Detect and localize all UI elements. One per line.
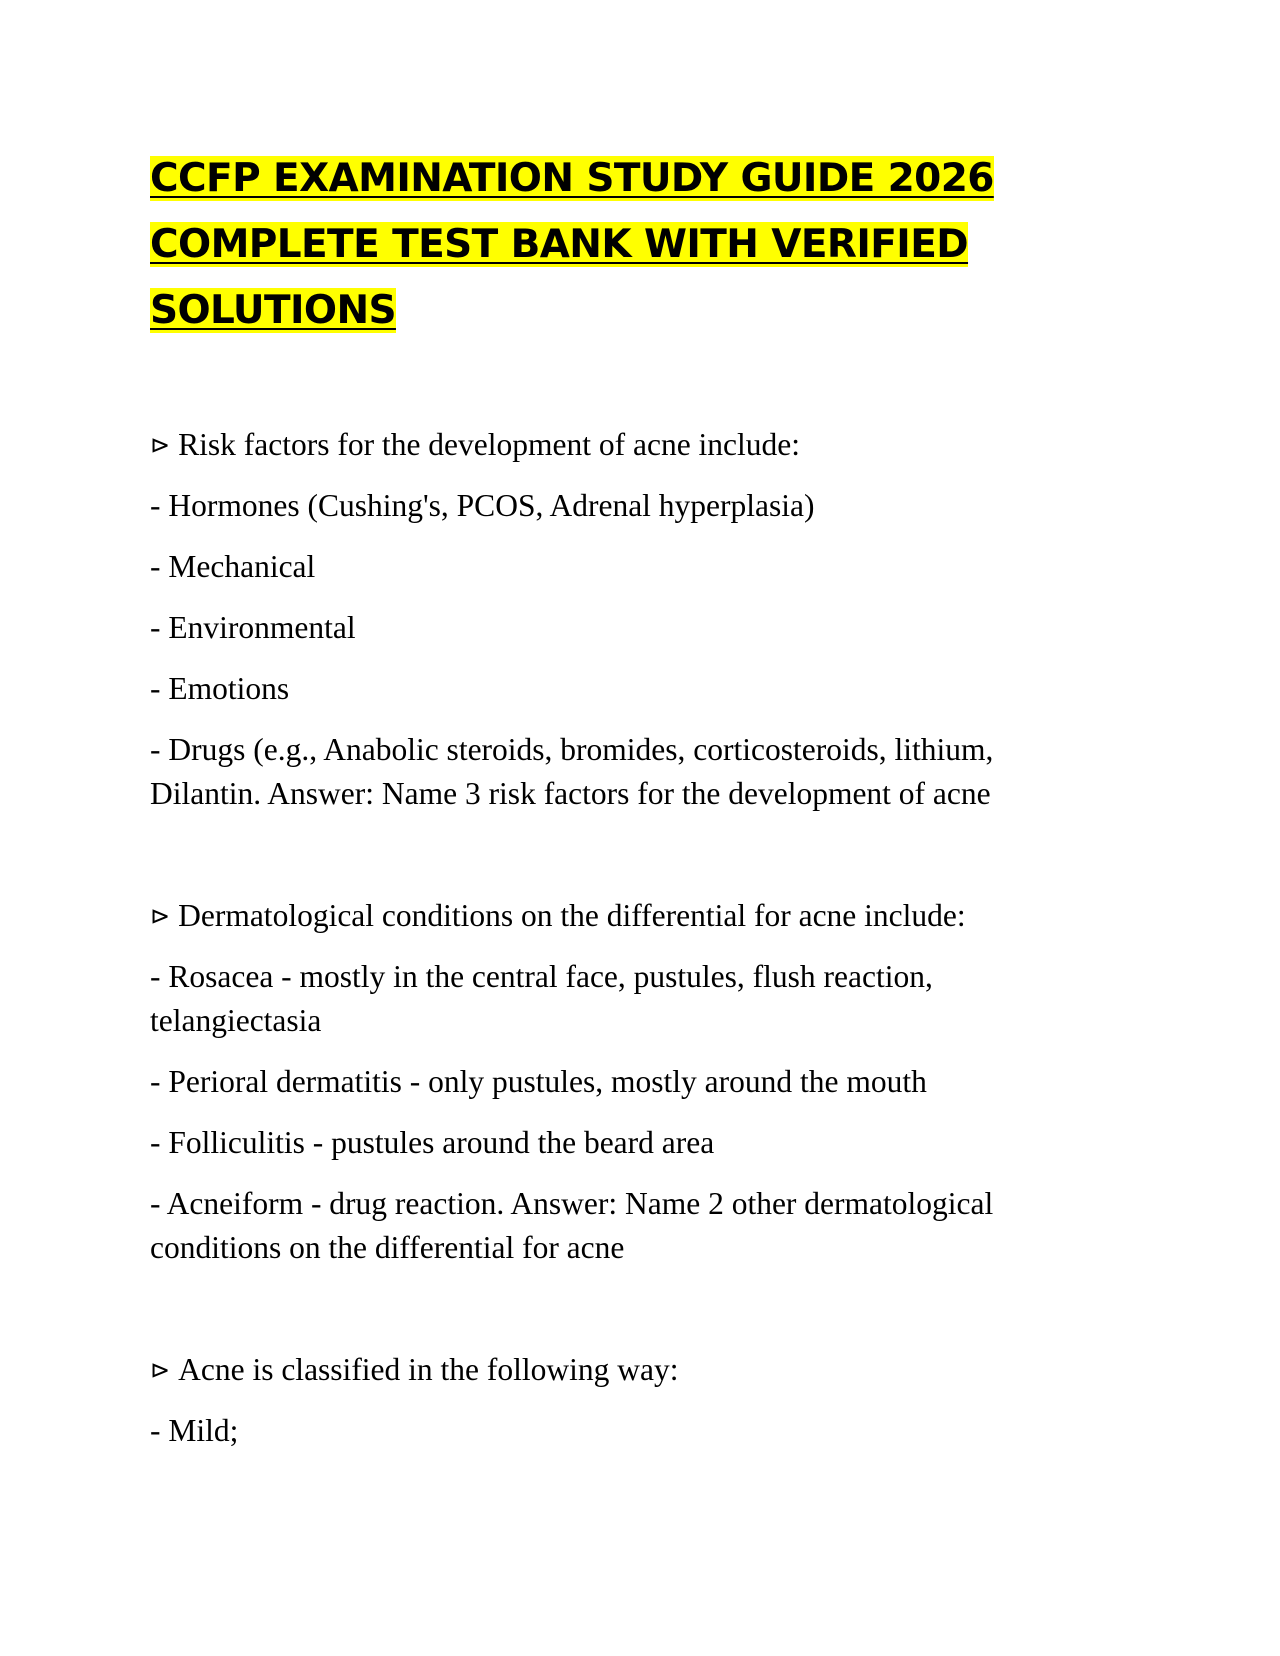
answer-line: - Environmental — [150, 610, 356, 645]
question-prompt-1 — [150, 423, 1080, 467]
answer-line: - Mild; — [150, 1413, 239, 1448]
answer-line: - Hormones (Cushing's, PCOS, Adrenal hyperplasia) — [150, 488, 815, 523]
title-line-2: COMPLETE TEST BANK WITH VERIFIED — [150, 222, 969, 267]
question-prompt-2 — [150, 894, 1080, 938]
question-prompt-3 — [150, 1348, 1080, 1392]
question-prompt-text: Dermatological conditions on the differential for acne include: — [178, 898, 966, 933]
answer-line: - Folliculitis - pustules around the beard area — [150, 1125, 715, 1160]
title-line-3: SOLUTIONS — [150, 288, 396, 333]
title-line-1: CCFP EXAMINATION STUDY GUIDE 2026 — [150, 156, 994, 201]
answer-line: - Rosacea - mostly in the central face, pustules, flush reaction, telangiectasia — [150, 959, 933, 1038]
answer-line: - Acneiform - drug reaction. Answer: Name 2 other dermatological conditions on the differential for acne — [150, 1186, 994, 1265]
triangle-bullet-icon: ⊳ — [150, 1356, 171, 1384]
triangle-bullet-icon: ⊳ — [150, 431, 171, 459]
answer-line: - Drugs (e.g., Anabolic steroids, bromides, corticosteroids, lithium, Dilantin. Answer: Name 3 risk factors for the development of acne — [150, 732, 994, 811]
question-prompt-text: Acne is classified in the following way: — [178, 1352, 679, 1387]
document-body — [150, 423, 1080, 1470]
triangle-bullet-icon: ⊳ — [150, 902, 171, 930]
document-title — [150, 146, 1150, 344]
question-prompt-text: Risk factors for the development of acne include: — [178, 427, 801, 462]
answer-line: - Emotions — [150, 671, 290, 706]
answer-line: - Mechanical — [150, 549, 316, 584]
answer-line: - Perioral dermatitis - only pustules, mostly around the mouth — [150, 1064, 927, 1099]
